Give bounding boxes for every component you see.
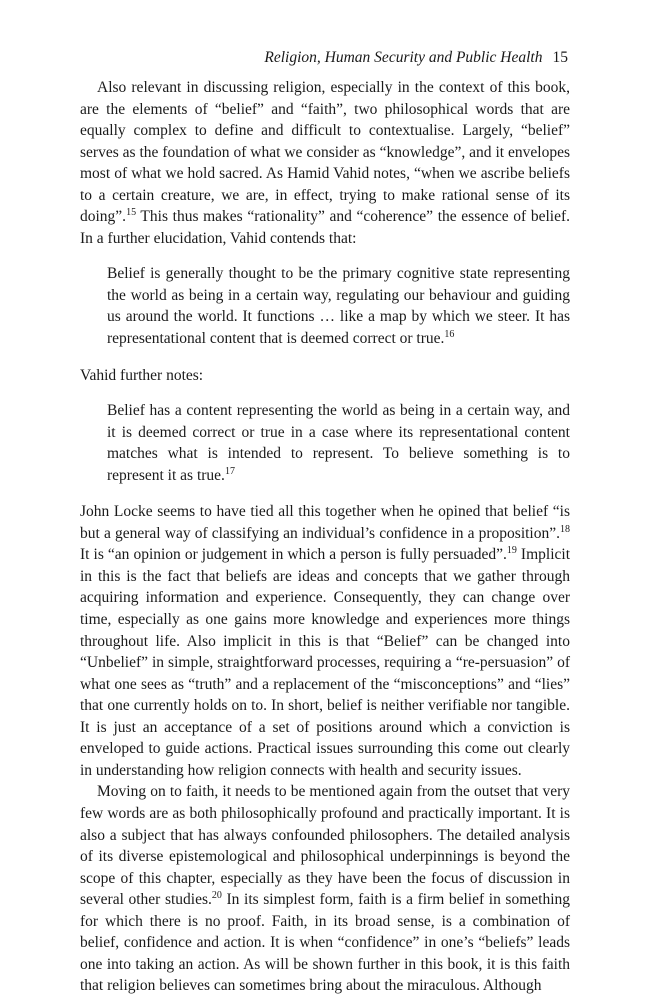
footnote-ref-18: 18 — [560, 523, 570, 535]
running-head — [264, 49, 568, 67]
paragraph-text: In its simplest form, faith is a firm belief in something for which there is no proof. Faith, in its broad sense, is a combination of belief, confidence and action. It is when “confidence” in one’s “beliefs” leads one into taking an action. As will be shown further in this book, it is this faith that religion believes can sometimes bring about the miraculous. Although — [80, 891, 571, 995]
running-head-title: Religion, Human Security and Public Health — [264, 49, 543, 66]
paragraph-belief-and-faith — [80, 77, 570, 249]
block-quote-vahid-2 — [107, 400, 570, 486]
quote-text: Belief is generally thought to be the primary cognitive state representing the world as being in a certain way, regulating our behaviour and guiding us around the world. It functions … like a map by which we steer. It has representational content that is deemed correct or true. — [107, 265, 570, 348]
paragraph-text: Implicit in this is the fact that beliefs are ideas and concepts that we gather through acquiring information and experience. Consequently, they can change over time, especially as one gains more knowledge and experiences more things throughout life. Also implicit in this is that “Belief” can be changed into “Unbelief” in simple, straightforward processes, requiring a “re-persuasion” of what one sees as “truth” and a replacement of the “misconceptions” and “lies” that one currently holds on to. In short, belief is neither verifiable nor tangible. It is just an acceptance of a set of positions around which a conviction is enveloped to guide actions. Practical issues surrounding this come out clearly in understanding how religion connects with health and security issues. — [80, 546, 571, 779]
footnote-ref-16: 16 — [444, 329, 455, 341]
body-text — [80, 77, 570, 997]
footnote-ref-20: 20 — [211, 890, 222, 902]
quote-text: Belief has a content representing the world as being in a certain way, and it is deemed correct or true in a case where its representational content matches what is intended to represent. To believe something is to represent it as true. — [107, 402, 570, 484]
paragraph-text: John Locke seems to have tied all this together when he opined that belief “is but a general way of classifying an individual’s confidence in a proposition”. — [80, 503, 570, 542]
paragraph-locke — [80, 501, 570, 781]
page-number: 15 — [552, 49, 568, 66]
footnote-ref-15: 15 — [126, 207, 137, 219]
block-quote-vahid-1 — [107, 263, 570, 349]
paragraph-text: Also relevant in discussing religion, especially in the context of this book, are the elements of “belief” and “faith”, two philosophical words that are equally complex to define and difficult to contextualise. Largely, “belief” serves as the foundation of what we consider as “knowledge”, and it envelopes most of what we hold sacred. As Hamid Vahid notes, “when we ascribe beliefs to a certain creature, we are, in effect, trying to make rational sense of its doing”. — [80, 79, 570, 226]
paragraph-text: It is “an opinion or judgement in which a person is fully persuaded”. — [80, 546, 507, 564]
footnote-ref-17: 17 — [224, 465, 235, 477]
paragraph-faith — [80, 781, 570, 996]
paragraph-vahid-notes: Vahid further notes: — [80, 366, 204, 384]
footnote-ref-19: 19 — [506, 545, 517, 557]
paragraph-text: Moving on to faith, it needs to be mentioned again from the outset that very few words are as both philosophically profound and practically important. It is also a subject that has always confounded philosophers. The detailed analysis of its diverse epistemological and philosophical underpinnings is beyond the scope of this chapter, especially as they have been the focus of discussion in several other studies. — [80, 783, 570, 909]
paragraph-text: This thus makes “rationality” and “coherence” the essence of belief. In a further elucidation, Vahid contends that: — [80, 208, 570, 247]
